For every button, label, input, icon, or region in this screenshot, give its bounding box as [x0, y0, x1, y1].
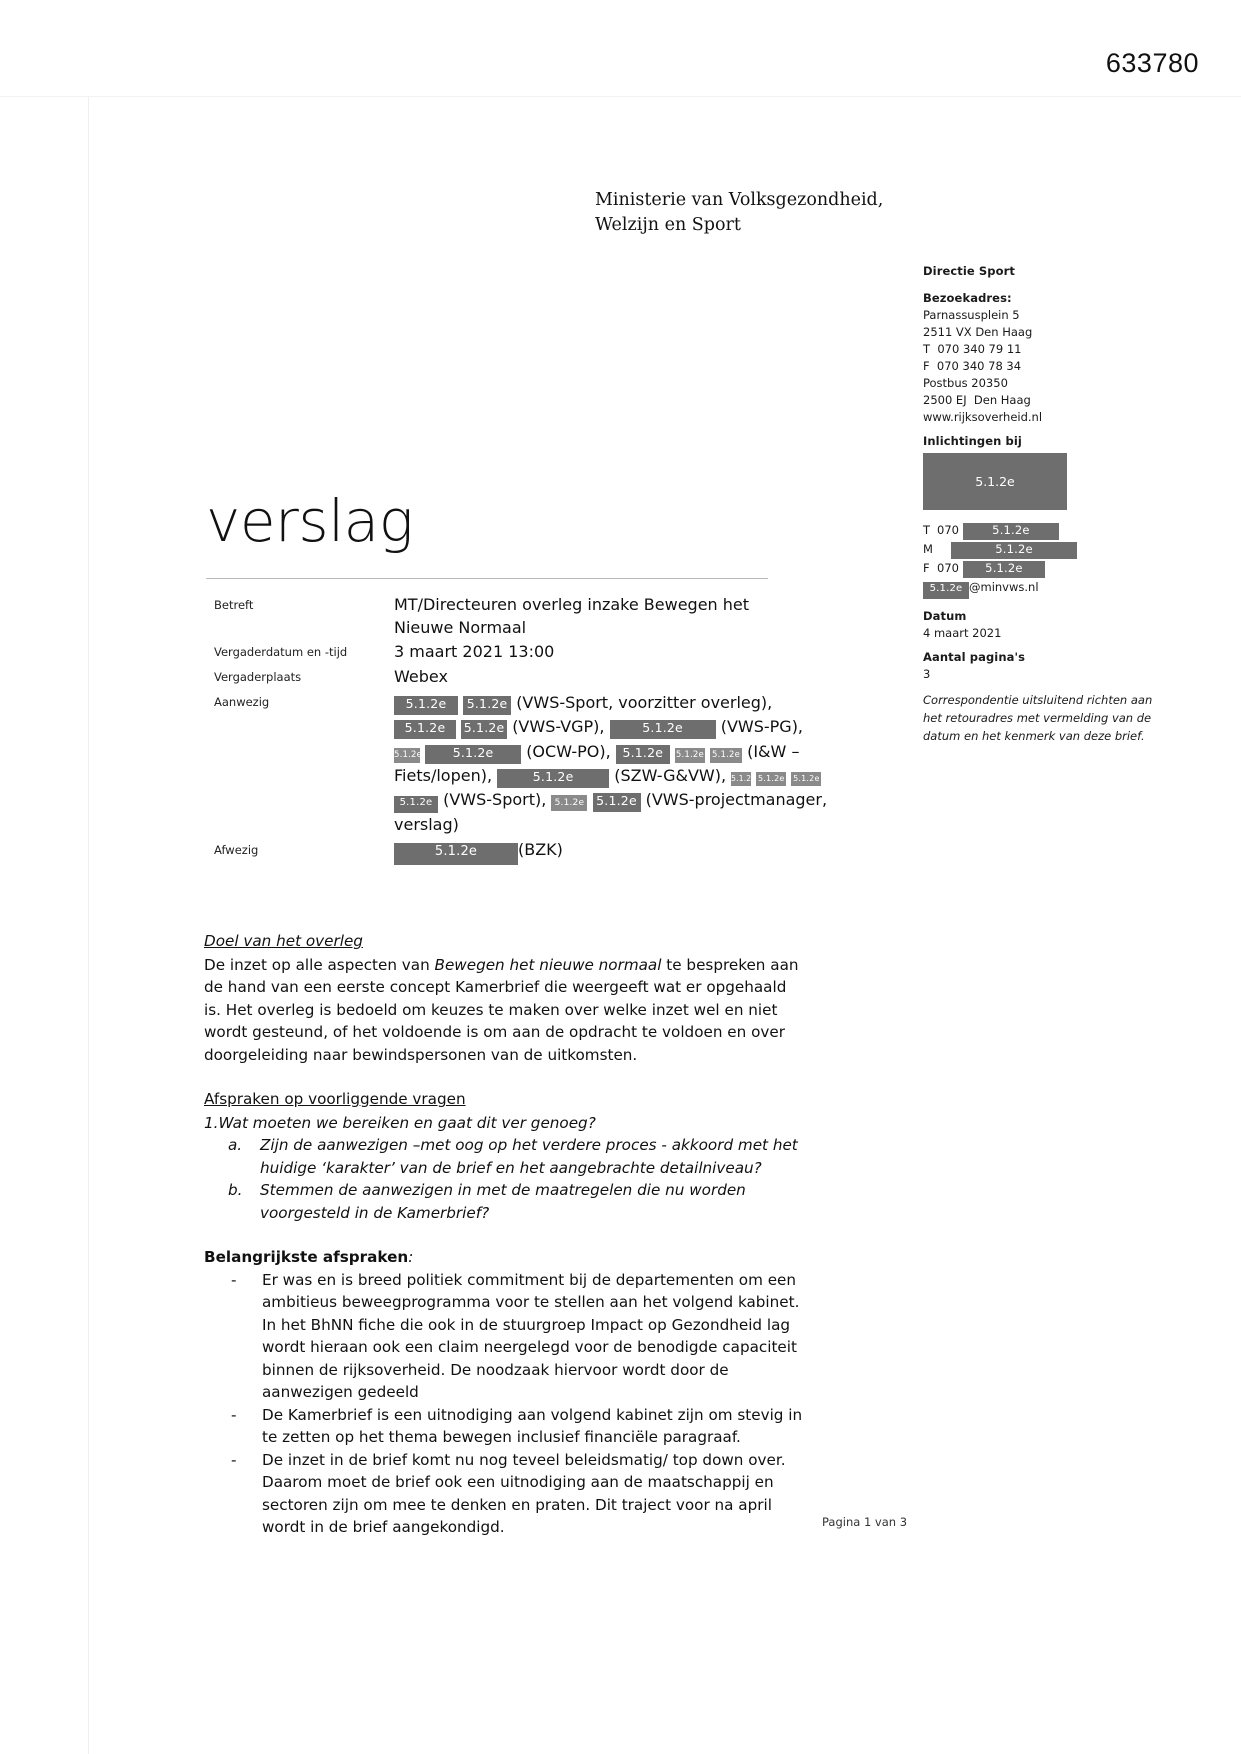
redaction-mobile: 5.1.2e [951, 542, 1077, 559]
heading-belangrijkste-colon: : [408, 1248, 414, 1266]
betreft-label: Betreft [214, 598, 254, 612]
address-postcode: 2500 EJ Den Haag [923, 393, 1031, 408]
redaction-attendee: 5.1.2e [791, 772, 821, 786]
heading-afspraken: Afspraken op voorliggende vragen [204, 1090, 466, 1108]
redaction-attendee: 5.1.2e [756, 772, 786, 786]
bullet-dash: - [231, 1405, 237, 1424]
question-sublist [204, 1134, 804, 1224]
contact-row-mobile [923, 541, 1153, 560]
address-postbus: Postbus 20350 [923, 376, 1008, 391]
vergaderdatum-value: 3 maart 2021 13:00 [394, 642, 555, 662]
heading-belangrijkste [204, 1246, 804, 1269]
bullet-dash: - [231, 1270, 237, 1289]
ministry-line-1: Ministerie van Volksgezondheid, [595, 190, 884, 210]
doel-text-a: De inzet op alle aspecten van [204, 955, 435, 974]
betreft-line-1: MT/Directeuren overleg inzake Bewegen het [394, 595, 750, 614]
sub-item-b [228, 1179, 804, 1224]
aanwezig-value [394, 691, 834, 838]
attendee-org: (VWS-PG), [720, 717, 804, 737]
heading-doel: Doel van het overleg [204, 932, 363, 950]
sidebar-contact-rows [923, 522, 1153, 598]
redaction-attendee: 5.1.2e [463, 696, 511, 715]
bullet-item [231, 1449, 804, 1539]
redaction-attendee: 5.1.2e [394, 748, 420, 763]
paragraph-doel [204, 954, 804, 1067]
redaction-absentee: 5.1.2e [394, 843, 518, 865]
redaction-attendee: 5.1.2e [593, 793, 641, 812]
redaction-phone: 5.1.2e [963, 523, 1059, 540]
document-number: 633780 [1105, 48, 1199, 78]
scan-margin-left [0, 0, 89, 1754]
meeting-metadata [214, 594, 834, 867]
betreft-line-2: Nieuwe Normaal [394, 617, 527, 637]
attendee-org: (VWS-projectmanager, verslag) [394, 790, 828, 835]
address-website: www.rijksoverheid.nl [923, 410, 1043, 425]
title-divider [206, 578, 768, 579]
meta-row-betreft [214, 594, 834, 639]
meta-row-vergaderplaats [214, 666, 834, 689]
sub-item-a-text: Zijn de aanwezigen –met oog op het verdere proces - akkoord met het huidige ‘karakter’ van de brief en het aangebrachte detailniveau? [260, 1136, 798, 1177]
contact-row-phone [923, 522, 1153, 541]
afwezig-value [394, 839, 834, 865]
redaction-attendee: 5.1.2e [394, 796, 438, 813]
address-line: 2511 VX Den Haag [923, 325, 1033, 340]
vergaderplaats-label: Vergaderplaats [214, 670, 302, 685]
sidebar-inlichtingen-label: Inlichtingen bij [923, 434, 1022, 449]
sub-item-a [228, 1134, 804, 1179]
sidebar-directie: Directie Sport [923, 264, 1016, 278]
redaction-attendee: 5.1.2e [425, 745, 521, 764]
ministry-heading [595, 188, 883, 238]
mobile-label: M [923, 542, 933, 557]
sidebar-pagina-label: Aantal pagina's [923, 650, 1026, 665]
sidebar-info-block [923, 263, 1153, 746]
sub-item-b-text: Stemmen de aanwezigen in met de maatregelen die nu worden voorgesteld in de Kamerbrief? [260, 1181, 746, 1222]
phone-label: T [923, 523, 931, 538]
redaction-attendee: 5.1.2e [731, 772, 751, 786]
question-1: 1.Wat moeten we bereiken en gaat dit ver genoeg? [204, 1113, 596, 1132]
attendee-org: (I&W – Fiets/lopen), [394, 741, 800, 785]
redaction-attendee: 5.1.2e [461, 720, 507, 739]
afwezig-label: Afwezig [214, 843, 259, 858]
ministry-line-2: Welzijn en Sport [595, 214, 741, 235]
bullet-item [231, 1404, 804, 1449]
doel-text-emphasis: Bewegen het nieuwe normaal [434, 955, 662, 974]
sidebar-pagina-value: 3 [923, 667, 931, 682]
document-body [204, 930, 804, 1539]
address-fax: F 070 340 78 34 [923, 359, 1022, 374]
page-footer: Pagina 1 van 3 [822, 1515, 908, 1529]
redaction-fax: 5.1.2e [963, 561, 1045, 578]
bullet-dash: - [231, 1450, 237, 1469]
sidebar-datum-label: Datum [923, 609, 967, 624]
attendee-org: (VWS-Sport), [443, 790, 547, 810]
redaction-attendee: 5.1.2e [551, 795, 587, 811]
aanwezig-label: Aanwezig [214, 694, 270, 709]
redaction-inlichtingen: 5.1.2e [923, 453, 1067, 510]
contact-row-email [923, 579, 1153, 598]
afwezig-org: (BZK) [518, 840, 563, 860]
doel-text-b: te bespreken aan de hand van een eerste concept Kamerbrief die weergeeft wat er opgehaald is. Het overleg is bedoeld om keuzes te maken over welke inzet wel en niet wordt gesteund, of het voldoende is om aan de opdracht te voldoen en over doorgeleiding naar bewindspersonen van de uitkomsten. [204, 955, 799, 1064]
heading-belangrijkste-text: Belangrijkste afspraken [204, 1248, 409, 1266]
attendee-org: (VWS-Sport, voorzitter overleg), [516, 692, 773, 712]
address-line: Parnassusplein 5 [923, 308, 1020, 323]
bullet-text: Er was en is breed politiek commitment bij de departementen om een ambitieus beweegprogramma voor te stellen aan het volgend kabinet. In het BhNN fiche die ook in de stuurgroep Impact op Gezondheid lag wordt hieraan ook een claim neergelegd voor de benodigde capaciteit binnen de rijksoverheid. De noodzaak hiervoor wordt door de aanwezigen gedeeld [262, 1270, 800, 1401]
address-phone: T 070 340 79 11 [923, 342, 1022, 357]
email-domain: @minvws.nl [969, 580, 1039, 595]
page-title: verslag [206, 487, 414, 555]
redaction-attendee: 5.1.2e [394, 696, 458, 715]
fax-label: F [923, 561, 930, 576]
redaction-attendee: 5.1.2e [616, 745, 670, 764]
attendee-org: (OCW-PO), [526, 741, 611, 761]
sub-item-a-marker: a. [228, 1136, 243, 1154]
vergaderdatum-label: Vergaderdatum en -tijd [214, 645, 348, 660]
afspraken-bullet-list [204, 1269, 804, 1539]
fax-prefix: 070 [937, 561, 959, 576]
redaction-attendee: 5.1.2e [394, 720, 456, 739]
redaction-attendee: 5.1.2e [675, 748, 705, 763]
meta-row-aanwezig [214, 691, 834, 838]
sidebar-correspondence-note: Correspondentie uitsluitend richten aan het retouradres met vermelding van de datum en het kenmerk van deze brief. [923, 693, 1153, 743]
redaction-attendee: 5.1.2e [497, 769, 609, 788]
betreft-value [394, 594, 834, 639]
scan-margin-top [0, 0, 1241, 97]
bullet-item [231, 1269, 804, 1404]
sub-item-b-marker: b. [228, 1181, 243, 1199]
redaction-attendee: 5.1.2e [610, 720, 716, 739]
attendee-org: (SZW-G&VW), [614, 765, 727, 785]
bullet-text: De Kamerbrief is een uitnodiging aan volgend kabinet zijn om stevig in te zetten op het thema bewegen inclusief financiële paragraaf. [262, 1405, 803, 1446]
meta-row-vergaderdatum [214, 641, 834, 664]
vergaderplaats-value: Webex [394, 667, 448, 687]
bullet-text: De inzet in de brief komt nu nog teveel beleidsmatig/ top down over. Daarom moet de brief ook een uitnodiging aan de maatschappij en sectoren zijn om mee te denken en praten. Dit traject voor na april wordt in de brief aangekondigd. [262, 1450, 786, 1536]
sidebar-datum-value: 4 maart 2021 [923, 626, 1002, 641]
redaction-attendee: 5.1.2e [710, 748, 742, 763]
redaction-email-user: 5.1.2e [923, 582, 969, 599]
phone-prefix: 070 [937, 523, 959, 538]
sidebar-bezoekadres-label: Bezoekadres: [923, 291, 1012, 306]
attendee-org: (VWS-VGP), [512, 717, 605, 737]
meta-row-afwezig [214, 839, 834, 865]
contact-row-fax [923, 560, 1153, 579]
